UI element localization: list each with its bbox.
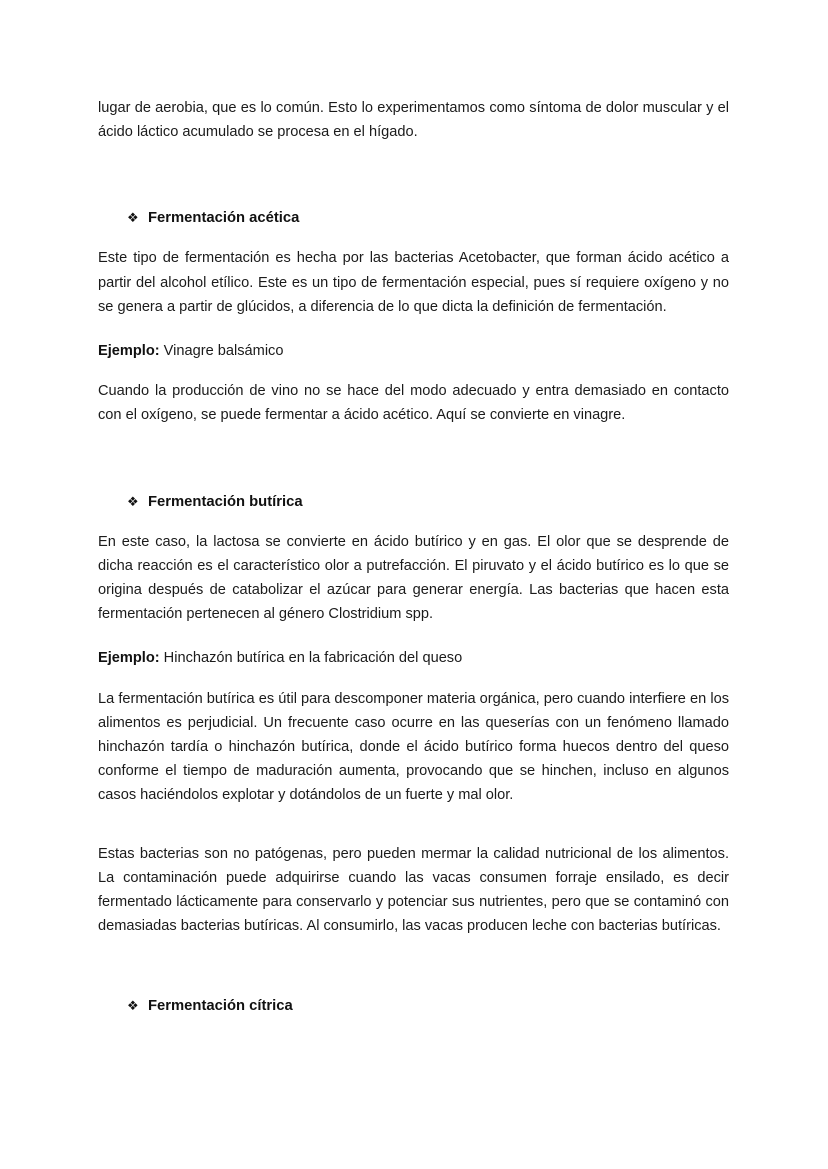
- example-label: Ejemplo:: [98, 343, 160, 360]
- section-heading-citrica-block: [98, 994, 729, 1018]
- section-spacer: [98, 448, 729, 490]
- section-spacer: [98, 164, 729, 206]
- acetica-example-line: [98, 339, 729, 363]
- section-heading-acetica-label: Fermentación acética: [148, 210, 300, 227]
- section-heading-butirica: [98, 490, 729, 514]
- example-text: Hinchazón butírica en la fabricación del queso: [159, 650, 463, 667]
- butirica-paragraph-3: Estas bacterias son no patógenas, pero pueden mermar la calidad nutricional de los alimentos. La contaminación puede adquirirse cuando las vacas consumen forraje ensilado, es decir fermentado lácticamente para conservarlo y potenciar sus nutrientes, pero que se contaminó con demasiadas bacterias butíricas. Al consumirlo, las vacas producen leche con bacterias butíricas.: [98, 845, 729, 935]
- diamond-bullet-icon: ❖: [127, 493, 139, 509]
- section-heading-butirica-block: [98, 490, 729, 514]
- butirica-example-line: [98, 646, 729, 670]
- example-label: Ejemplo:: [98, 650, 160, 667]
- document-content: [98, 96, 729, 1018]
- diamond-bullet-icon: ❖: [127, 210, 139, 226]
- butirica-paragraph: En este caso, la lactosa se convierte en ácido butírico y en gas. El olor que se desprende de dicha reacción es el característico olor a putrefacción. El piruvato y el ácido butírico es lo que se origina después de catabolizar el azúcar para generar energía. Las bacterias que hacen esta fermentación pertenecen al género Clostridium spp.: [98, 533, 729, 623]
- butirica-paragraph-2: La fermentación butírica es útil para descomponer materia orgánica, pero cuando interfiere en los alimentos es perjudicial. Un frecuente caso ocurre en las queserías con un fenómeno llamado hinchazón tardía o hinchazón butírica, donde el ácido butírico forma huecos dentro del queso conforme el tiempo de maduración aumenta, provocando que se hinchen, incluso en algunos casos haciéndolos explotar y dotándolos de un fuerte y mal olor.: [98, 690, 729, 804]
- section-heading-acetica-block: [98, 206, 729, 230]
- section-heading-butirica-label: Fermentación butírica: [148, 493, 303, 510]
- example-text: Vinagre balsámico: [159, 343, 284, 360]
- heading-gap: [98, 514, 729, 530]
- section-spacer: [98, 958, 729, 994]
- section-heading-acetica: [98, 206, 729, 230]
- section-heading-citrica: [98, 994, 729, 1018]
- paragraph-spacer: [98, 828, 729, 842]
- intro-paragraph: lugar de aerobia, que es lo común. Esto lo experimentamos como síntoma de dolor muscular y el ácido láctico acumulado se procesa en el hígado.: [98, 100, 729, 141]
- acetica-paragraph-2: Cuando la producción de vino no se hace del modo adecuado y entra demasiado en contacto con el oxígeno, se puede fermentar a ácido acético. Aquí se convierte en vinagre.: [98, 383, 729, 424]
- acetica-paragraph: Este tipo de fermentación es hecha por las bacterias Acetobacter, que forman ácido acético a partir del alcohol etílico. Este es un tipo de fermentación especial, pues sí requiere oxígeno y no se genera a partir de glúcidos, a diferencia de lo que dicta la definición de fermentación.: [98, 250, 729, 315]
- diamond-bullet-icon: ❖: [127, 998, 139, 1014]
- section-heading-citrica-label: Fermentación cítrica: [148, 998, 293, 1015]
- heading-gap: [98, 230, 729, 246]
